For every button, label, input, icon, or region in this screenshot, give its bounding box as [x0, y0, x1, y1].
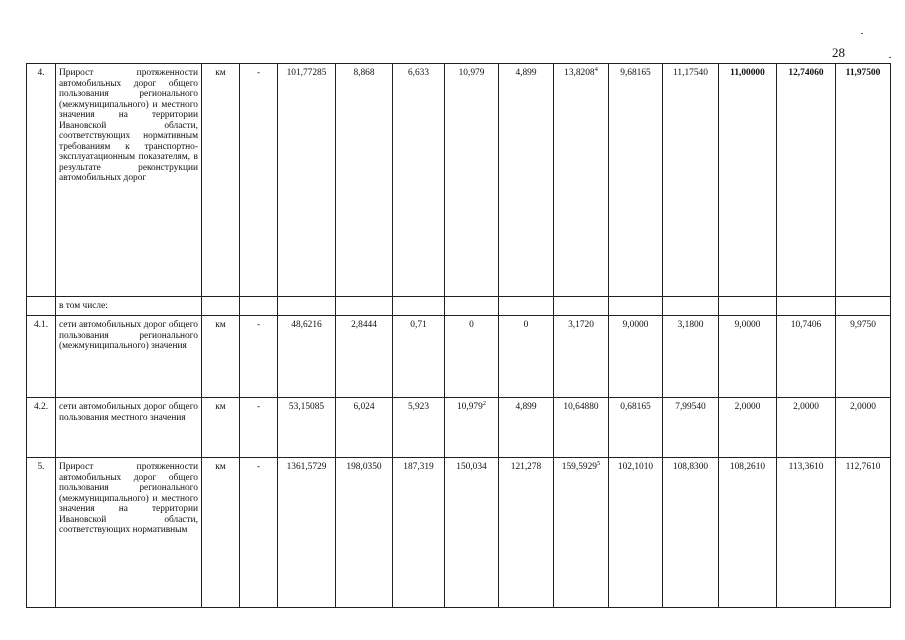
- unit-cell: км: [202, 316, 240, 398]
- value-cell: 2,8444: [336, 316, 393, 398]
- unit-cell: км: [202, 398, 240, 458]
- value-cell: [445, 398, 499, 458]
- empty-cell: [719, 297, 777, 316]
- empty-cell: [777, 297, 836, 316]
- indicator-name: сети автомобильных дорог общего пользования местного значения: [56, 398, 202, 458]
- unit-cell: км: [202, 458, 240, 608]
- dash-cell: -: [240, 316, 278, 398]
- value-cell: 9,9750: [836, 316, 891, 398]
- subheading-label: в том числе:: [56, 297, 202, 316]
- value-cell: 8,868: [336, 64, 393, 297]
- value-cell: 12,74060: [777, 64, 836, 297]
- footnote-mark: 5: [596, 460, 601, 467]
- row-number: 5.: [27, 458, 56, 608]
- empty-cell: [836, 297, 891, 316]
- empty-cell: [445, 297, 499, 316]
- value-cell: 2,0000: [836, 398, 891, 458]
- row-number: [27, 297, 56, 316]
- empty-cell: [499, 297, 554, 316]
- footnote-mark: 4: [594, 66, 598, 73]
- value-cell: 6,633: [393, 64, 445, 297]
- value-cell: 0,68165: [609, 398, 663, 458]
- empty-cell: [609, 297, 663, 316]
- value-cell: [554, 458, 609, 608]
- value-cell: 198,0350: [336, 458, 393, 608]
- value-cell: 112,7610: [836, 458, 891, 608]
- value-cell: 4,899: [499, 64, 554, 297]
- value-cell: 7,99540: [663, 398, 719, 458]
- dash-cell: -: [240, 398, 278, 458]
- table-row-5: [27, 458, 891, 608]
- value-cell: 11,00000: [719, 64, 777, 297]
- value-text: 13,8208: [564, 68, 595, 78]
- value-cell: 0,71: [393, 316, 445, 398]
- table-row-subheading: [27, 297, 891, 316]
- scan-speck: [889, 57, 891, 58]
- value-cell: 10,7406: [777, 316, 836, 398]
- value-cell: 10,64880: [554, 398, 609, 458]
- empty-cell: [554, 297, 609, 316]
- dash-cell: -: [240, 458, 278, 608]
- value-cell: 187,319: [393, 458, 445, 608]
- value-cell: 101,77285: [278, 64, 336, 297]
- value-cell: 48,6216: [278, 316, 336, 398]
- value-cell: 108,8300: [663, 458, 719, 608]
- empty-cell: [240, 297, 278, 316]
- value-cell: 3,1800: [663, 316, 719, 398]
- value-cell: 113,3610: [777, 458, 836, 608]
- unit-cell: км: [202, 64, 240, 297]
- value-cell: 9,68165: [609, 64, 663, 297]
- value-cell: 108,2610: [719, 458, 777, 608]
- value-cell: 53,15085: [278, 398, 336, 458]
- scan-speck: [861, 33, 863, 34]
- value-cell: 150,034: [445, 458, 499, 608]
- value-cell: 9,0000: [719, 316, 777, 398]
- value-cell: 2,0000: [719, 398, 777, 458]
- empty-cell: [336, 297, 393, 316]
- row-number: 4.: [27, 64, 56, 297]
- indicator-name: Прирост протяженности автомобильных дорог общего пользования регионального (межмуниципального) и местного значения на территории Ивановской области, соответствующих нормативным: [56, 458, 202, 608]
- value-text: 159,5929: [561, 462, 597, 472]
- value-cell: 10,979: [445, 64, 499, 297]
- table-row-4-1: [27, 316, 891, 398]
- value-cell: 9,0000: [609, 316, 663, 398]
- value-cell: 11,17540: [663, 64, 719, 297]
- empty-cell: [278, 297, 336, 316]
- value-cell: 2,0000: [777, 398, 836, 458]
- value-cell: [554, 64, 609, 297]
- value-cell: 1361,5729: [278, 458, 336, 608]
- indicator-name: Прирост протяженности автомобильных дорог общего пользования регионального (межмуниципального) и местного значения на территории Ивановской области, соответствующих нормативным требованиям к транспортно-эксплуатационным показателям, в результате реконструкции автомобильных дорог: [56, 64, 202, 297]
- value-cell: 4,899: [499, 398, 554, 458]
- dash-cell: -: [240, 64, 278, 297]
- page-number: 28: [832, 45, 845, 60]
- table-row-4-2: [27, 398, 891, 458]
- value-cell: 102,1010: [609, 458, 663, 608]
- value-cell: 5,923: [393, 398, 445, 458]
- row-number: 4.1.: [27, 316, 56, 398]
- value-cell: 3,1720: [554, 316, 609, 398]
- empty-cell: [393, 297, 445, 316]
- empty-cell: [663, 297, 719, 316]
- row-number: 4.2.: [27, 398, 56, 458]
- value-cell: 6,024: [336, 398, 393, 458]
- value-cell: 121,278: [499, 458, 554, 608]
- value-text: 10,979: [456, 402, 483, 412]
- value-cell: 11,97500: [836, 64, 891, 297]
- value-cell: 0: [445, 316, 499, 398]
- value-cell: 0: [499, 316, 554, 398]
- table-row-4: [27, 64, 891, 297]
- empty-cell: [202, 297, 240, 316]
- indicator-name: сети автомобильных дорог общего пользования регионального (межмуниципального) значения: [56, 316, 202, 398]
- indicators-table: [26, 63, 891, 608]
- footnote-mark: 2: [482, 400, 487, 407]
